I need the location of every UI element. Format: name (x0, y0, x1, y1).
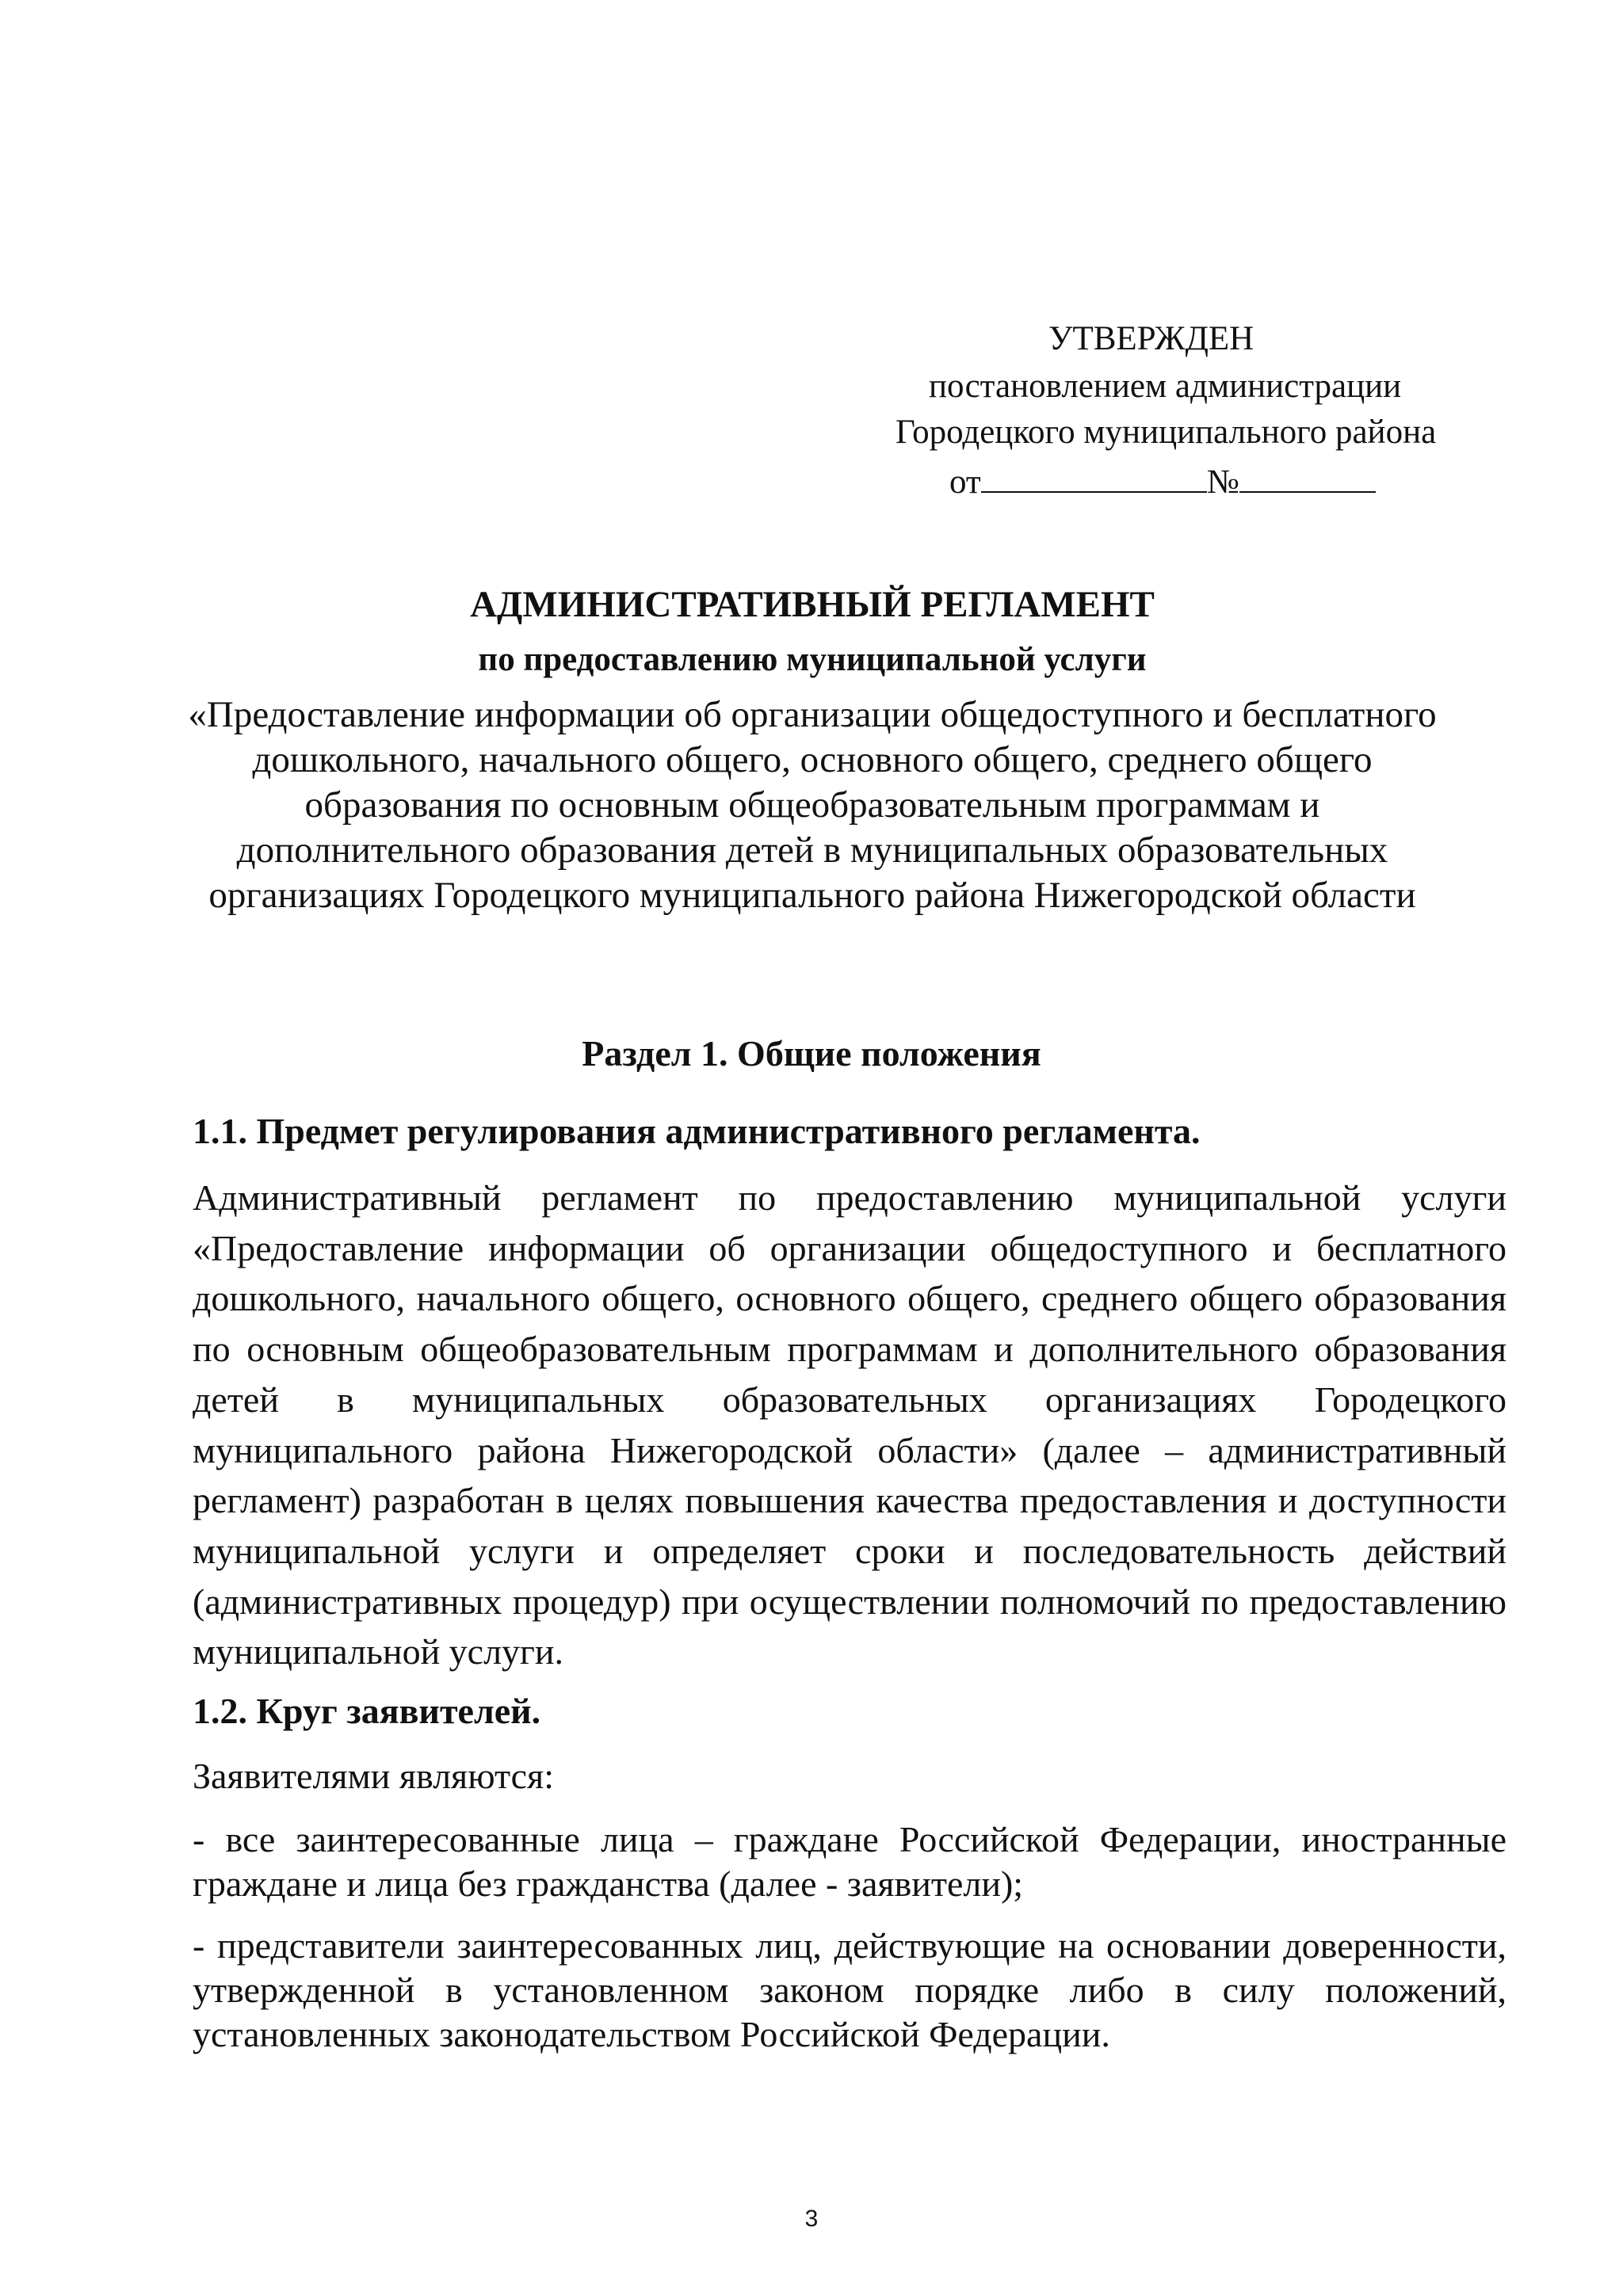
section-heading: Раздел 1. Общие положения (582, 1033, 1041, 1074)
service-name (166, 692, 1458, 918)
document-title: АДМИНИСТРАТИВНЫЙ РЕГЛАМЕНТ (470, 584, 1155, 625)
applicants-list-item: - представители заинтересованных лиц, действующие на основании доверенности, утвержденной в установленном законом порядке либо в силу положений, установленных законодательством Российской Федерации. (193, 1925, 1507, 2054)
date-prefix: от (949, 463, 981, 501)
subsection-heading-1-2: 1.2. Круг заявителей. (193, 1691, 541, 1731)
service-line: организациях Городецкого муниципального района Нижегородской области (208, 875, 1416, 916)
title-block (166, 577, 1458, 918)
applicants-list-item: - все заинтересованные лица – граждане Российской Федерации, иностранные граждане и лица без гражданства (далее - заявители); (193, 1819, 1507, 1904)
approval-administration: Городецкого муниципального района (896, 414, 1437, 451)
service-line: «Предоставление информации об организации общедоступного и бесплатного (188, 694, 1437, 735)
service-line: дополнительного образования детей в муниципальных образовательных (236, 830, 1388, 871)
approval-resolution: постановлением администрации (929, 368, 1402, 405)
approval-heading: УТВЕРЖДЕН (1048, 320, 1254, 357)
service-line: образования по основным общеобразовательным программам и (304, 784, 1320, 826)
service-line: дошкольного, начального общего, основного общего, среднего общего (252, 739, 1373, 780)
number-blank (1239, 456, 1376, 493)
paragraph-regulation-subject: Административный регламент по предоставлению муниципальной услуги «Предоставление информации об организации общедоступного и бесплатного дошкольного, начального общего, основного общего, среднего общего образования по основным общеобразовательным программам и дополнительного образования детей в муниципальных образовательных организациях Городецкого муниципального района Нижегородской области» (далее – административный регламент) разработан в целях повышения качества предоставления и доступности муниципальной услуги и определяет сроки и последовательность действий (административных процедур) при осуществлении полномочий по предоставлению муниципальной услуги. (193, 1177, 1507, 1672)
date-blank (981, 456, 1207, 493)
approval-date-line (949, 456, 1376, 506)
page-number: 3 (804, 2206, 819, 2232)
number-sign: № (1206, 463, 1239, 501)
applicants-intro: Заявителями являются: (193, 1756, 554, 1796)
document-subtitle: по предоставлению муниципальной услуги (478, 641, 1147, 678)
subsection-heading-1-1: 1.1. Предмет регулирования административного регламента. (193, 1111, 1201, 1151)
